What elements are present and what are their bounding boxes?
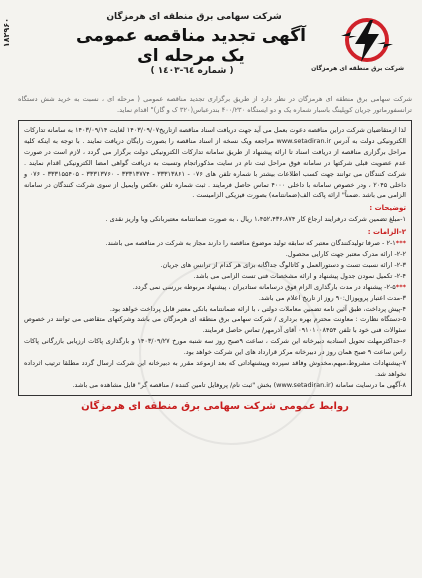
note-guarantee: ۱-مبلغ تضمین شرکت درفرایند ارجاع کار ۱،۴۵۲،۴۳۶،۸۷۴ ریال ، به صورت ضمانتنامه معتبربانکی ویا واریز نقدی . [105, 215, 406, 224]
logo-caption: شرکت برق منطقه ای هرمزگان [311, 65, 404, 72]
item-6: ۶-حداکثرمهلت تحویل اسنادبه دبیرخانه این شرکت ، ساعت ۹صبح روز سه شنبه مورخ ۱۴۰۳/۰۹/۲۷ و بارگذاری پاکات ارزیابی بازرگانی پاکات راس ساعت ۹ صبح همان روز در دبیرخانه مرکز قرارداد های این شرکت خواهد بود. [24, 337, 406, 357]
requirement-1: ***۲-۱ - صرفا تولیدکنندگان معتبر که سابقه تولید موضوع مناقصه را دارند مجاز به شرکت در مناقصه می باشند. [105, 239, 406, 248]
ad-title: آگهی تجدید مناقصه عمومی یک مرحله ای [76, 26, 306, 66]
item-5: ۵-دستگاه نظارت : معاونت محترم بهره برداری / شرکت سهامی برق منطقه ای هرمزگان می باشد وشرکتهای متقاضی می توانند در خصوص سئوالات فنی خود با تلفن ۰۹۱۰۱۰۰۸۴۵۴ آقای آذرمهر/ تماس حاصل فرمایند. [24, 315, 406, 335]
requirement-2: ۲-۲- ارائه مدرک معتبر جهت کارایی محصول. [285, 249, 406, 258]
requirement-3: ۲-۳- ارائه نسبت تست و دستورالعمل و کاتالوگ جداگانه برای هر کدام از ترانس های جریان. [160, 260, 406, 269]
item-7: ۷-پیشنهادات مشروط،مبهم،مخدوش وفاقد سپرده وپیشنهاداتی که بعد ازموعد مقرر به دبیرخانه این شرکت ارسال گردد مطلقا ترتیب اثرداده نخواهد شد. [24, 359, 406, 378]
company-logo [311, 16, 404, 76]
ad-serial-number: ۱۸۲۹۶۰ [2, 18, 11, 48]
notes-title: توضیحات : [369, 204, 406, 213]
lightning-logo-icon [337, 16, 397, 64]
intro-paragraph: شرکت سهامی برق منطقه ای هرمزگان در نظر دارد از طریق برگزاری تجدید مناقصه عمومی ( مرحله ای ، نسبت به خرید شش دستگاه ترانسفورماتور جریان کوپلینگ باسبار شماره یک و دو ایستگاه ۴۰۰/۲۳۰ بندرعباس(۳۲۰ ک و گاز)" اقدام نماید. [18, 95, 412, 114]
company-name: شرکت سهامی برق منطقه ای هرمزگان [106, 12, 282, 22]
requirement-4: ۲-۴- تکمیل نمودن جدول پیشنهاد و ارائه مشخصات فنی تست الزامی می باشد. [193, 271, 406, 280]
requirements-title: ۲-الزامات : [367, 228, 406, 237]
item-3: ۳-مدت اعتبار پروپوزال:۹۰ روز از تاریخ اعلام می باشد. [258, 293, 406, 302]
public-relations-footer: روابط عمومی شرکت سهامی برق منطقه ای هرمزگان [81, 400, 349, 412]
body-paragraph: لذا ازمتقاضیان شرکت دراین مناقصه دعوت بعمل می آید جهت دریافت اسناد مناقصه ازتاریخ۱۴۰۳/۰۹/۰۷ لغایت ۱۴۰۳/۰۹/۱۴ به سامانه تدارکات الکترونیکی دولت به آدرس www.setadiran.ir مراجعه ویک نسخه از اسناد مناقصه را بصورت رایگان دریافت نمایند . با توجه به اینکه کلیه مراحل برگزاری مناقصه از دریافت اسناد تا ارائه پیشنهاد از طریق سامانه تدارکات الکترونیکی دولت برگزار می گردد ، لازم است در صورت عدم عضویت قبلی شرکتها در سامانه فوق مراحل ثبت نام در سایت مذکوراتجام وتسبت به دریافت گواهی امضا الکترونیکی اقدام نمایند . شرکت کنندگان می توانند جهت کسب اطلاعات بیشتر با شماره تلفن های ۰۷۶ - ۳۳۳۱۳۸۶۱ - ۳۳۳۱۳۷۷۴ - ۳۳۳۱۳۷۶۰ - ۳۳۳۱۵۵۴۰۵ - ۰۷۶ و داخلی ۲۰۴۵ ، ودر خصوص سامانه با داخلی ۴۰۰۰ تماس حاصل فرمایند . ثبت شماره تلفن ،فکس وایمیل از سوی شرکت کنندگان در سامانه الزامی می باشد .ضمناً" ارائه پاکت الف(ضمانتنامه) بصورت فیزیکی الزامیست . [24, 126, 406, 200]
requirement-5: ***۲-۵- پیشنهاد در مدت بارگذاری الزام فوق درسامانه ستادیران ، پیشنهاد مربوطه بررسی نمی گردد. [132, 282, 406, 291]
star-mark: *** [395, 282, 406, 291]
tender-number: ( شماره ٦٤-١٤٠٣ ) [150, 66, 234, 76]
ad-body [18, 120, 412, 396]
star-mark: *** [395, 239, 406, 248]
ad-header [18, 6, 412, 92]
item-4: ۴-پیش پرداخت، طبق آئین نامه تضمین معاملات دولتی ، با ارائه ضمانتنامه بانکی معتبر قابل پرداخت خواهد بود. [109, 304, 406, 313]
item-8: ۸-آگهی ما درسایت سامانه (www.setadiran.ir) بخش "ثبت نام/ پروفایل تامین کننده / مناقصه گر" قابل مشاهده می باشد. [72, 380, 406, 389]
